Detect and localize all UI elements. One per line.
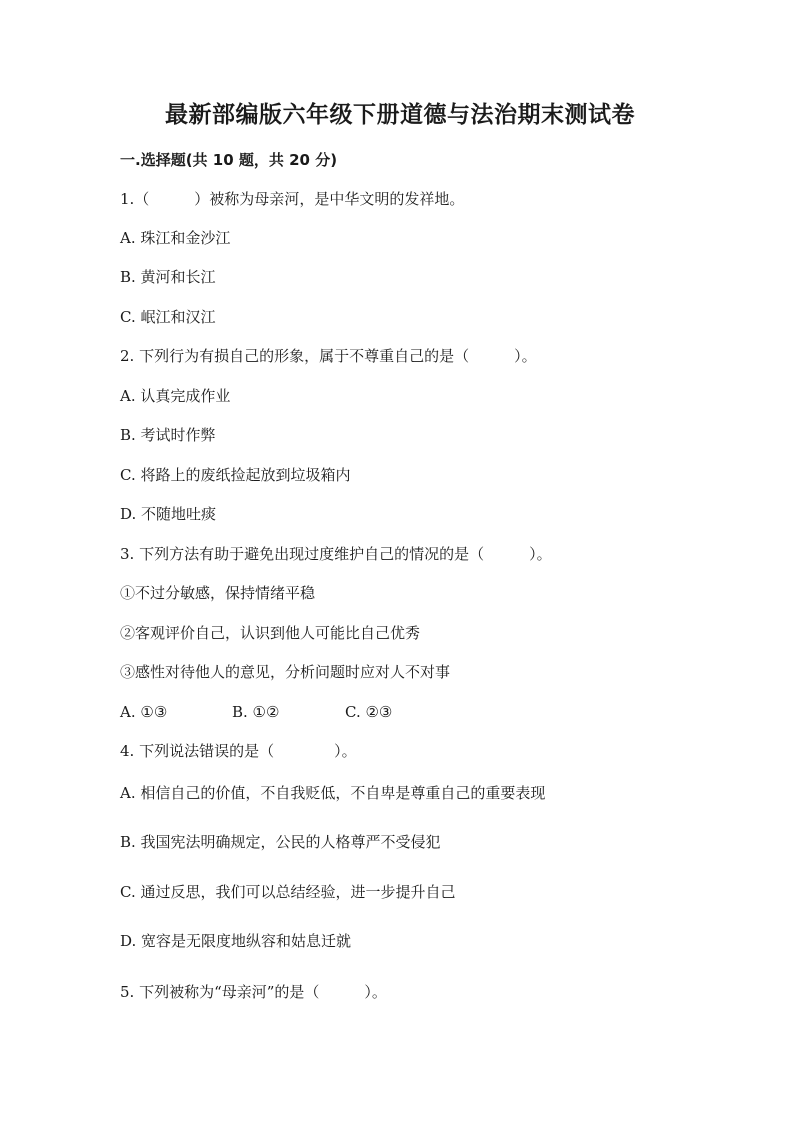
question-4-option-a: A. 相信自己的价值，不自我贬低，不自卑是尊重自己的重要表现 xyxy=(120,784,546,802)
question-3-stem: 3. 下列方法有助于避免出现过度维护自己的情况的是（ ）。 xyxy=(120,545,552,563)
question-2-option-c: C. 将路上的废纸捡起放到垃圾箱内 xyxy=(120,466,351,484)
question-3-statement-2: ②客观评价自己，认识到他人可能比自己优秀 xyxy=(120,624,421,642)
question-1-stem: 1.（ ）被称为母亲河，是中华文明的发祥地。 xyxy=(120,190,465,208)
question-2-option-a: A. 认真完成作业 xyxy=(120,387,231,405)
question-4-option-c: C. 通过反思，我们可以总结经验，进一步提升自己 xyxy=(120,883,456,901)
question-3-statement-3: ③感性对待他人的意见，分析问题时应对人不对事 xyxy=(120,663,451,681)
question-1-option-c: C. 岷江和汉江 xyxy=(120,308,216,326)
section-heading: 一.选择题(共 10 题，共 20 分) xyxy=(120,151,338,169)
question-2-option-d: D. 不随地吐痰 xyxy=(120,505,217,523)
question-4-option-b: B. 我国宪法明确规定，公民的人格尊严不受侵犯 xyxy=(120,833,441,851)
question-3-statement-1: ①不过分敏感，保持情绪平稳 xyxy=(120,584,316,602)
question-3-option-a: A. ①③ xyxy=(120,703,168,721)
question-3-option-c: C. ②③ xyxy=(345,703,393,721)
question-4-option-d: D. 宽容是无限度地纵容和姑息迁就 xyxy=(120,932,352,950)
question-3-option-b: B. ①② xyxy=(232,703,280,721)
question-1-option-b: B. 黄河和长江 xyxy=(120,268,216,286)
page-title: 最新部编版六年级下册道德与法治期末测试卷 xyxy=(165,102,635,128)
question-2-option-b: B. 考试时作弊 xyxy=(120,426,216,444)
question-1-option-a: A. 珠江和金沙江 xyxy=(120,229,231,247)
question-5-stem: 5. 下列被称为“母亲河”的是（ ）。 xyxy=(120,983,387,1001)
question-2-stem: 2. 下列行为有损自己的形象，属于不尊重自己的是（ ）。 xyxy=(120,347,537,365)
question-3-options-row xyxy=(120,702,392,722)
question-4-stem: 4. 下列说法错误的是（ ）。 xyxy=(120,742,357,760)
